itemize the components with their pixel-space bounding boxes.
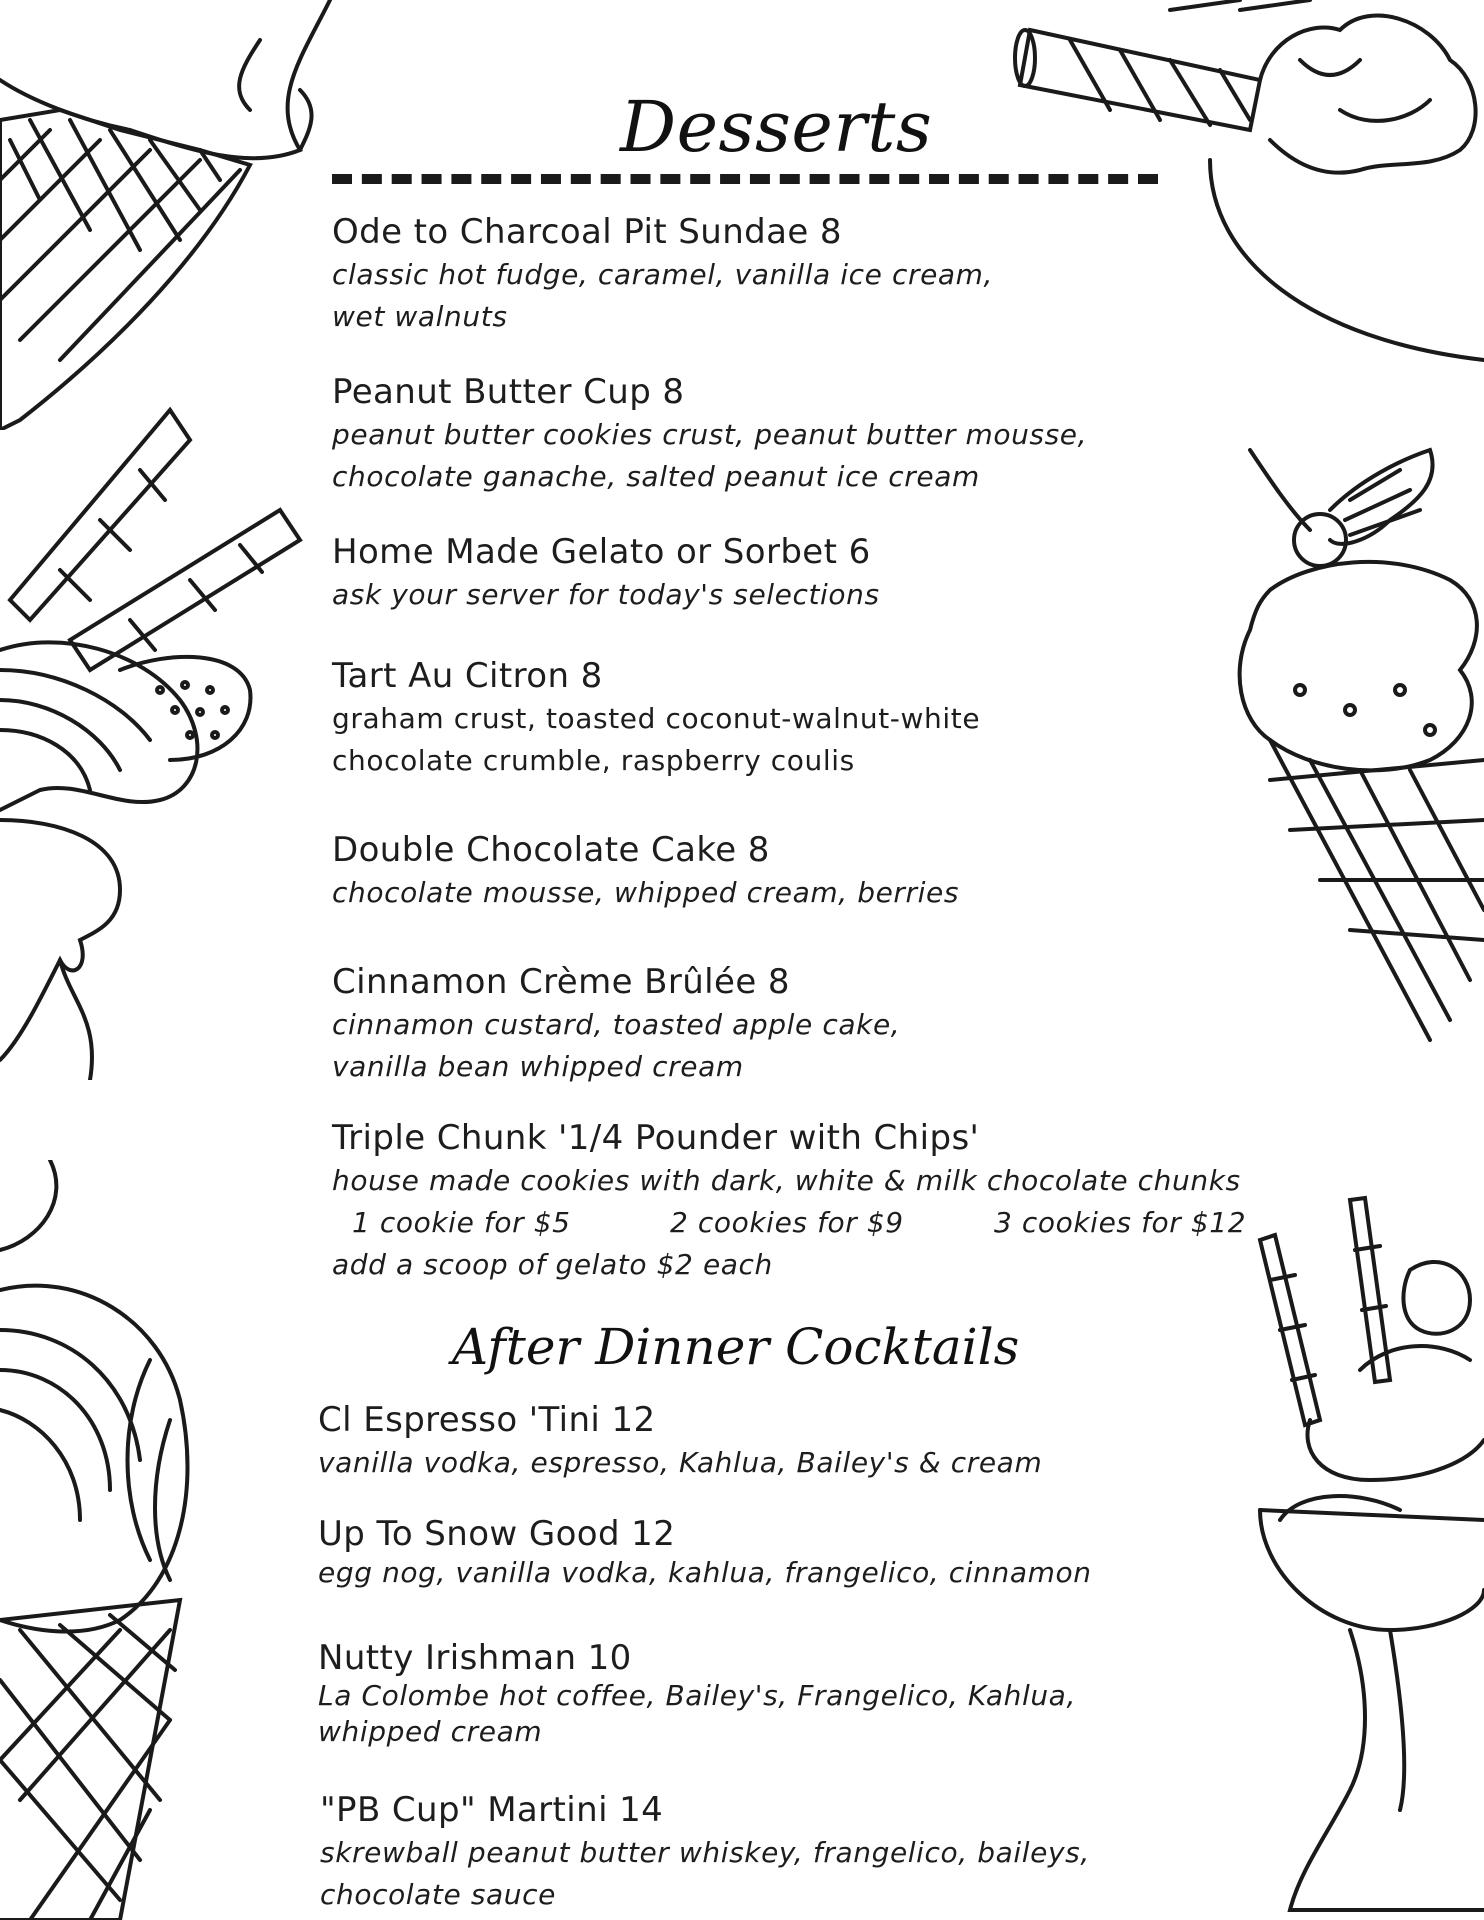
section-title: After Dinner Cocktails [452, 1318, 1020, 1376]
dessert-item [332, 210, 993, 338]
dessert-name: Peanut Butter Cup 8 [332, 372, 685, 412]
price-option: 2 cookies for $9 [670, 1206, 904, 1239]
cocktail-description: vanilla vodka, espresso, Kahlua, Bailey's & cream [318, 1446, 1043, 1479]
dessert-description: vanilla bean whipped cream [332, 1050, 744, 1083]
ice-cream-cone-cherry-icon [1230, 440, 1484, 1060]
dessert-name: Home Made Gelato or Sorbet 6 [332, 532, 871, 572]
cocktail-item [318, 1398, 1042, 1484]
dessert-description: ask your server for today's selections [332, 578, 880, 611]
cocktail-description: egg nog, vanilla vodka, kahlua, frangelico, cinnamon [318, 1556, 1092, 1589]
dashed-divider [332, 174, 1158, 184]
menu-title: Desserts [620, 86, 933, 168]
dessert-item [332, 960, 900, 1088]
dessert-description: classic hot fudge, caramel, vanilla ice cream, [332, 258, 994, 291]
cocktail-name: "PB Cup" Martini 14 [320, 1790, 664, 1830]
cocktail-description: La Colombe hot coffee, Bailey's, Frangelico, Kahlua, [318, 1679, 1076, 1712]
dessert-name: Double Chocolate Cake 8 [332, 830, 770, 870]
cocktail-name: Cl Espresso 'Tini 12 [318, 1400, 656, 1440]
cocktail-description: whipped cream [318, 1715, 543, 1748]
dessert-name: Ode to Charcoal Pit Sundae 8 [332, 212, 842, 252]
price-option: 1 cookie for $5 [352, 1206, 571, 1239]
dessert-name: Cinnamon Crème Brûlée 8 [332, 962, 790, 1002]
soft-serve-cone-icon [0, 1160, 240, 1920]
wafer-roll-icon [1010, 0, 1484, 370]
dessert-description: add a scoop of gelato $2 each [332, 1248, 773, 1281]
dessert-name: Tart Au Citron 8 [332, 656, 603, 696]
cocktail-item [318, 1512, 1092, 1590]
cocktail-description: skrewball peanut butter whiskey, frangelico, baileys, [320, 1836, 1090, 1869]
dessert-item [332, 654, 980, 782]
dessert-description: peanut butter cookies crust, peanut butter mousse, [332, 418, 1088, 451]
wafer-sticks-strawberry-icon [0, 400, 310, 1080]
dessert-item [332, 1116, 1246, 1286]
dessert-description: chocolate crumble, raspberry coulis [332, 744, 855, 777]
dessert-name: Triple Chunk '1/4 Pounder with Chips' [332, 1118, 980, 1158]
cookie-pricing [332, 1202, 1246, 1244]
dessert-description: graham crust, toasted coconut-walnut-white [332, 702, 981, 735]
dessert-item [332, 828, 959, 914]
sundae-glass-icon [1240, 1190, 1484, 1920]
cocktail-item [318, 1638, 1076, 1750]
dessert-item [332, 370, 1087, 498]
dessert-description: chocolate mousse, whipped cream, berries [332, 876, 960, 909]
price-option: 3 cookies for $12 [994, 1206, 1247, 1239]
waffle-cone-icon [0, 0, 350, 430]
cocktail-name: Up To Snow Good 12 [318, 1514, 676, 1554]
dessert-description: cinnamon custard, toasted apple cake, [332, 1008, 901, 1041]
dessert-description: wet walnuts [332, 300, 508, 333]
dessert-item [332, 530, 880, 616]
cocktail-name: Nutty Irishman 10 [318, 1638, 632, 1678]
cocktail-item [320, 1788, 1090, 1916]
dessert-description: house made cookies with dark, white & milk chocolate chunks [332, 1164, 1241, 1197]
cocktail-description: chocolate sauce [320, 1878, 556, 1911]
dessert-description: chocolate ganache, salted peanut ice cream [332, 460, 980, 493]
